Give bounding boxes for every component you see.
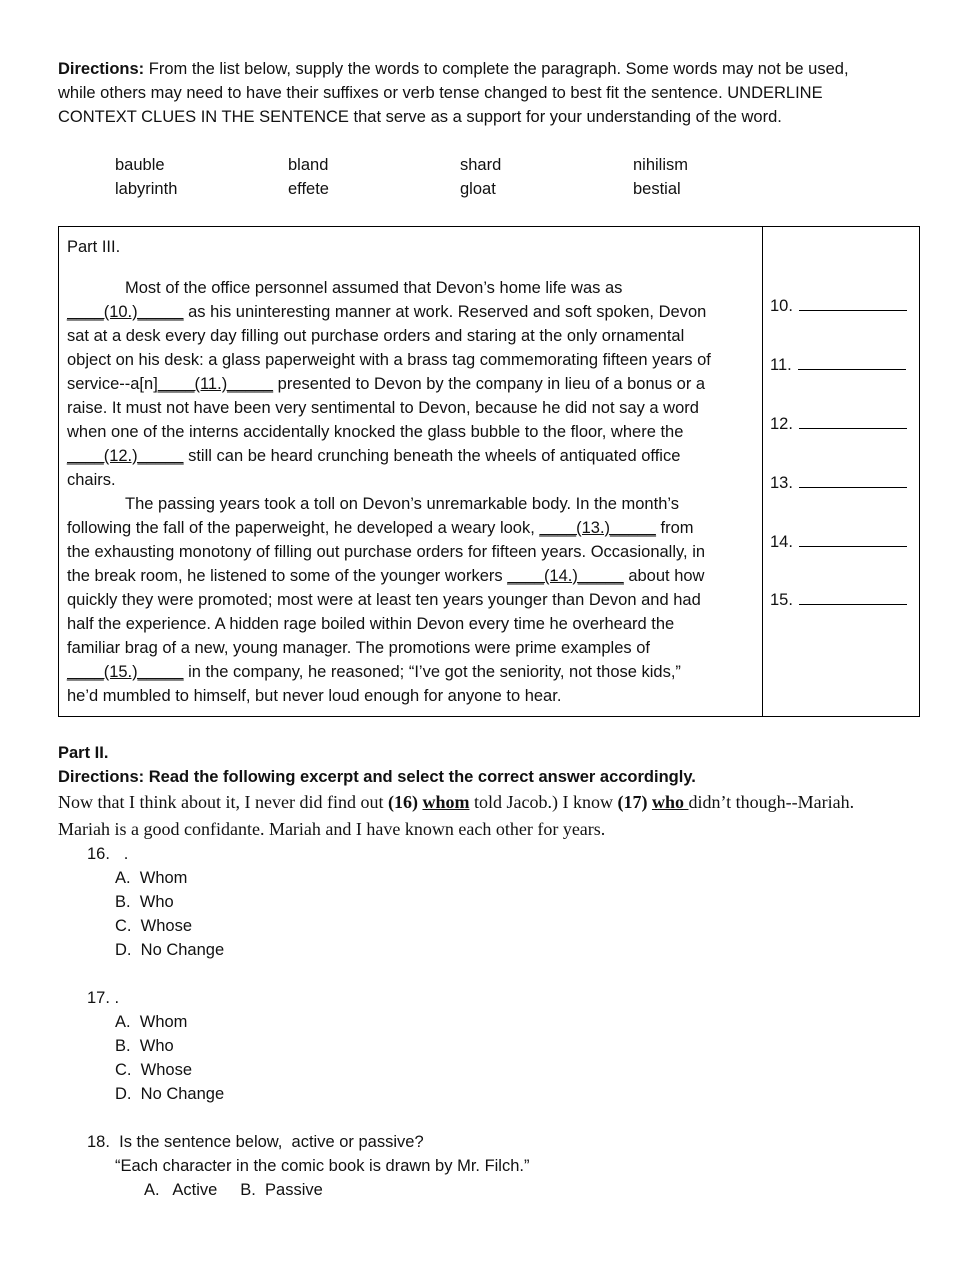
directions-text-3: CONTEXT CLUES IN THE SENTENCE that serve as a support for your understanding of the word.	[58, 108, 782, 126]
answer-slot-14[interactable]: 14.	[770, 530, 907, 554]
q16-option-c[interactable]: C. Whose	[115, 917, 193, 935]
question-17-label: 17. .	[87, 989, 120, 1007]
word-bank-item: effete	[288, 180, 329, 198]
answer-slot-12[interactable]: 12.	[770, 412, 907, 436]
word-bank-item: bland	[288, 156, 329, 174]
directions-text-1: From the list below, supply the words to complete the paragraph. Some words may not be used,	[144, 60, 849, 78]
passage-line: ____(10.)_____ as his uninteresting manner at work. Reserved and soft spoken, Devon	[67, 303, 707, 321]
passage-line: ____(15.)_____ in the company, he reasoned; “I’ve got the seniority, not those kids,”	[67, 663, 681, 681]
part3-column-divider	[762, 227, 763, 716]
blank-11: ____(11.)_____	[157, 375, 274, 393]
q16-option-b[interactable]: B. Who	[115, 893, 174, 911]
q17-option-b[interactable]: B. Who	[115, 1037, 174, 1055]
q16-option-a[interactable]: A. Whom	[115, 869, 188, 887]
marker-17: (17)	[617, 792, 648, 812]
question-16-label: 16. .	[87, 845, 129, 863]
underlined-whom: whom	[422, 792, 470, 812]
part3-title: Part III.	[67, 238, 121, 256]
blank-14: ____(14.)_____	[507, 567, 624, 585]
passage-line: when one of the interns accidentally knocked the glass bubble to the floor, where the	[67, 423, 684, 441]
part3-box	[58, 226, 920, 717]
q17-option-a[interactable]: A. Whom	[115, 1013, 188, 1031]
q17-option-d[interactable]: D. No Change	[115, 1085, 225, 1103]
part2-directions: Directions: Read the following excerpt and select the correct answer accordingly.	[58, 768, 696, 786]
q16-option-d[interactable]: D. No Change	[115, 941, 225, 959]
answer-line[interactable]	[798, 355, 906, 370]
answer-slot-10[interactable]: 10.	[770, 294, 907, 318]
directions-block	[58, 57, 928, 129]
answer-slot-13[interactable]: 13.	[770, 471, 907, 495]
directions-label: Directions:	[58, 60, 145, 78]
passage-line: Most of the office personnel assumed that Devon’s home life was as	[125, 279, 623, 297]
passage-line: the break room, he listened to some of the younger workers ____(14.)_____ about how	[67, 567, 705, 585]
passage-line: service--a[n]____(11.)_____ presented to Devon by the company in lieu of a bonus or a	[67, 375, 706, 393]
passage-line: following the fall of the paperweight, he developed a weary look, ____(13.)_____ from	[67, 519, 694, 537]
blank-13: ____(13.)_____	[539, 519, 656, 537]
question-18-label: 18. Is the sentence below, active or passive?	[87, 1133, 424, 1151]
passage-line: ____(12.)_____ still can be heard crunching beneath the wheels of antiquated office	[67, 447, 681, 465]
passage-line: familiar brag of a new, young manager. The promotions were prime examples of	[67, 639, 650, 657]
word-bank-item: nihilism	[633, 156, 689, 174]
answer-line[interactable]	[799, 532, 907, 547]
passage-line: raise. It must not have been very sentimental to Devon, because he did not say a word	[67, 399, 699, 417]
underlined-who: who	[651, 792, 689, 812]
answer-line[interactable]	[799, 590, 907, 605]
part2-title: Part II.	[58, 744, 109, 762]
answer-line[interactable]	[799, 414, 907, 429]
q18-options[interactable]: A. Active B. Passive	[144, 1181, 323, 1199]
word-bank-item: bestial	[633, 180, 681, 198]
answer-line[interactable]	[799, 473, 907, 488]
passage-line: he’d mumbled to himself, but never loud enough for anyone to hear.	[67, 687, 562, 705]
marker-16: (16)	[387, 792, 418, 812]
passage-line: the exhausting monotony of filling out purchase orders for fifteen years. Occasionally, in	[67, 543, 706, 561]
blank-15: ____(15.)_____	[67, 663, 184, 681]
passage-line: half the experience. A hidden rage boiled within Devon every time he overheard the	[67, 615, 675, 633]
q17-option-c[interactable]: C. Whose	[115, 1061, 193, 1079]
answer-slot-11[interactable]: 11.	[770, 353, 906, 377]
word-bank-item: labyrinth	[115, 180, 178, 198]
passage-line: chairs.	[67, 471, 116, 489]
passage-line: quickly they were promoted; most were at least ten years younger than Devon and had	[67, 591, 701, 609]
part2-excerpt: Now that I think about it, I never did find out (16) whom told Jacob.) I know (17) who didn’t though--Mariah. Mariah is a good confidante. Mariah and I have known each other for years.	[58, 792, 855, 839]
passage-line: object on his desk: a glass paperweight with a brass tag commemorating fifteen years of	[67, 351, 711, 369]
answer-slot-15[interactable]: 15.	[770, 588, 907, 612]
directions-text-2: while others may need to have their suffixes or verb tense changed to best fit the sentence. UNDERLINE	[58, 84, 823, 102]
answer-line[interactable]	[799, 296, 907, 311]
passage-line: sat at a desk every day filling out purchase orders and staring at the only ornamental	[67, 327, 685, 345]
blank-10: ____(10.)_____	[67, 303, 184, 321]
word-bank-item: shard	[460, 156, 502, 174]
blank-12: ____(12.)_____	[67, 447, 184, 465]
passage-line: The passing years took a toll on Devon’s unremarkable body. In the month’s	[125, 495, 679, 513]
question-18-sentence: “Each character in the comic book is drawn by Mr. Filch.”	[115, 1157, 530, 1175]
part3-passage	[67, 276, 757, 708]
word-bank-item: bauble	[115, 156, 165, 174]
word-bank-item: gloat	[460, 180, 496, 198]
